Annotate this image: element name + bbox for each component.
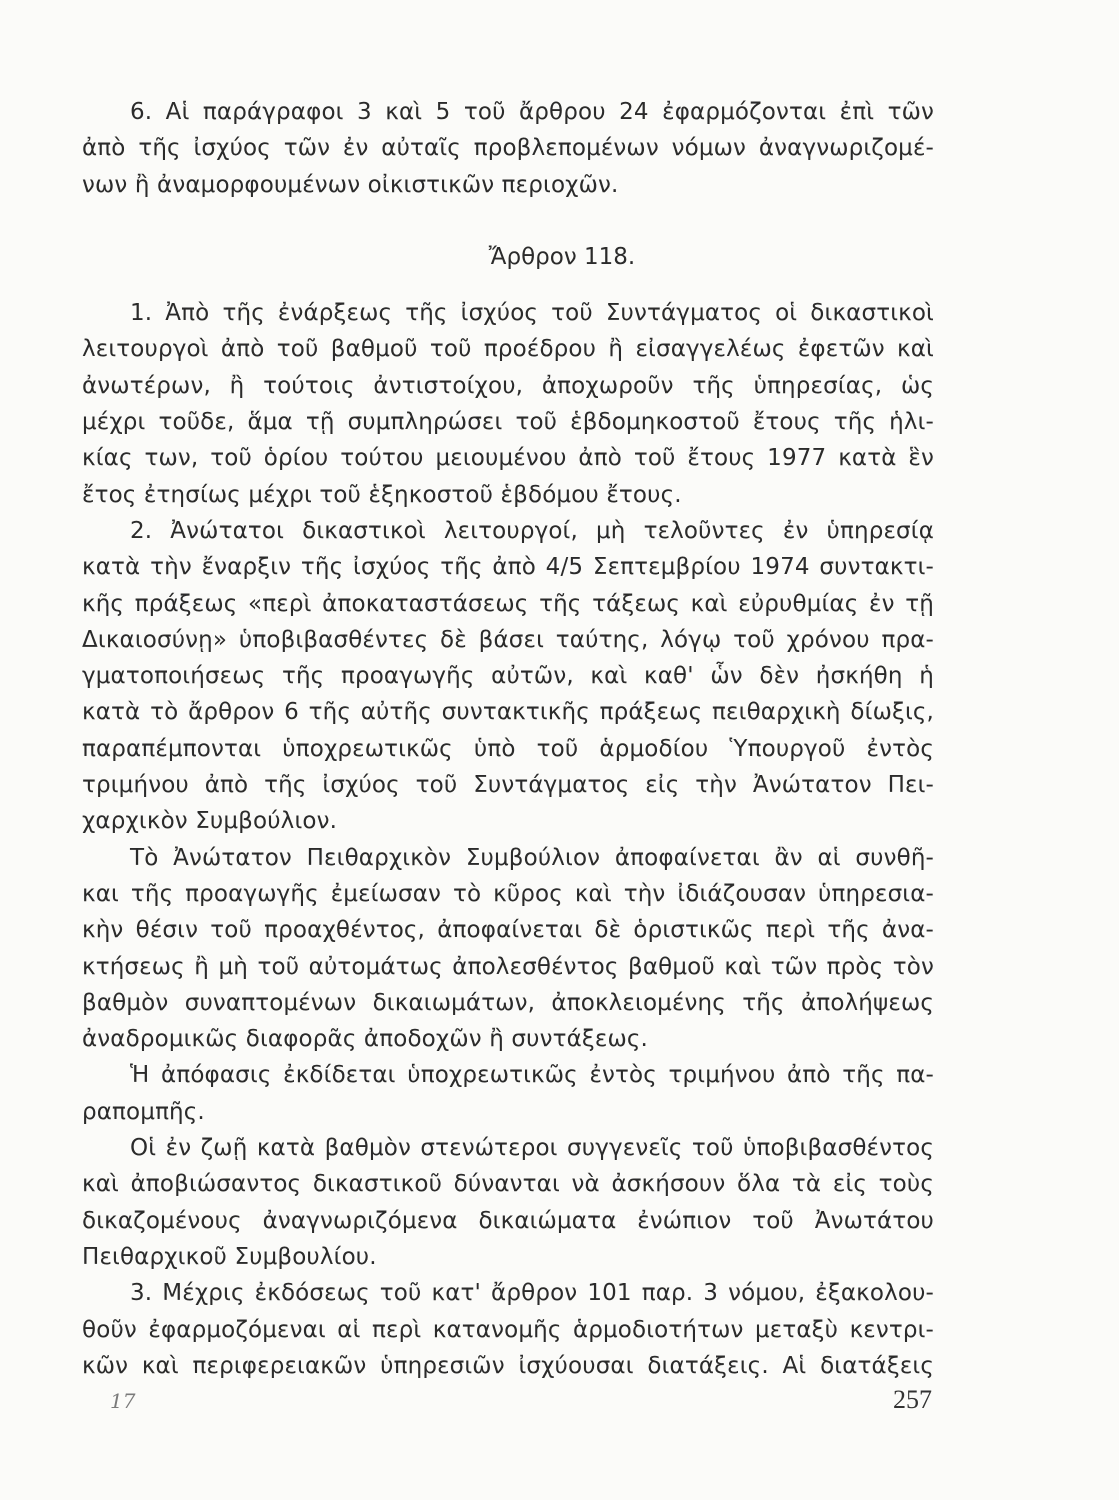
text-line: ἔτος ἐτησίως μέχρι τοῦ ἑξηκοστοῦ ἑβδόμου ἔτους. bbox=[82, 481, 682, 508]
text-line: κατὰ τὴν ἔναρξιν τῆς ἰσχύος τῆς ἀπὸ 4/5 Σεπτεμβρίου 1974 συντακτι- bbox=[82, 554, 934, 581]
text-line: νων ἢ ἀναμορφουμένων οἰκιστικῶν περιοχῶν. bbox=[82, 171, 619, 198]
text-line: Τὸ Ἀνώτατον Πειθαρχικὸν Συμβούλιον ἀποφαίνεται ἂν αἱ συνθῆ- bbox=[130, 844, 934, 871]
paragraph-6 bbox=[82, 94, 934, 203]
text-line: ραπομπῆς. bbox=[82, 1098, 205, 1125]
text-line: μέχρι τοῦδε, ἅμα τῇ συμπληρώσει τοῦ ἑβδομηκοστοῦ ἔτους τῆς ἡλι- bbox=[82, 409, 934, 436]
text-line: ἀναδρομικῶς διαφορᾶς ἀποδοχῶν ἢ συντάξεως. bbox=[82, 1026, 648, 1053]
text-line: χαρχικὸν Συμβούλιον. bbox=[82, 808, 338, 835]
paragraph-1 bbox=[82, 295, 934, 513]
text-line: κῶν καὶ περιφερειακῶν ὑπηρεσιῶν ἰσχύουσαι διατάξεις. Αἱ διατάξεις bbox=[82, 1352, 934, 1379]
paragraph-2-relatives bbox=[82, 1130, 934, 1275]
page-number: 257 bbox=[893, 1385, 932, 1414]
text-line: Πειθαρχικοῦ Συμβουλίου. bbox=[82, 1243, 377, 1270]
text-line: Ἡ ἀπόφασις ἐκδίδεται ὑποχρεωτικῶς ἐντὸς τριμήνου ἀπὸ τῆς πα- bbox=[130, 1062, 934, 1089]
text-line: καὶ ἀποβιώσαντος δικαστικοῦ δύνανται νὰ ἀσκήσουν ὅλα τὰ εἰς τοὺς bbox=[82, 1171, 934, 1198]
text-line: κὴν θέσιν τοῦ προαχθέντος, ἀποφαίνεται δὲ ὁριστικῶς περὶ τῆς ἀνα- bbox=[82, 917, 934, 944]
text-line: κῆς πράξεως «περὶ ἀποκαταστάσεως τῆς τάξεως καὶ εὐρυθμίας ἐν τῇ bbox=[82, 590, 934, 617]
article-heading: Ἄρθρον 118. bbox=[488, 243, 636, 270]
text-line: 6. Αἱ παράγραφοι 3 καὶ 5 τοῦ ἄρθρου 24 ἐφαρμόζονται ἐπὶ τῶν bbox=[130, 99, 934, 125]
text-line: 3. Μέχρις ἐκδόσεως τοῦ κατ' ἄρθρον 101 παρ. 3 νόμου, ἐξακολου- bbox=[130, 1280, 934, 1307]
text-line: Δικαιοσύνῃ» ὑποβιβασθέντες δὲ βάσει ταύτης, λόγῳ τοῦ χρόνου πρα- bbox=[82, 626, 934, 653]
text-line: ἀπὸ τῆς ἰσχύος τῶν ἐν αὐταῖς προβλεπομένων νόμων ἀναγνωριζομέ- bbox=[82, 135, 934, 162]
text-line: γματοποιήσεως τῆς προαγωγῆς αὐτῶν, καὶ καθ' ὧν δὲν ἠσκήθη ἡ bbox=[82, 663, 934, 690]
text-line: τριμήνου ἀπὸ τῆς ἰσχύος τοῦ Συντάγματος εἰς τὴν Ἀνώτατον Πει- bbox=[82, 772, 934, 799]
page-body bbox=[82, 94, 934, 1384]
text-line: κίας των, τοῦ ὁρίου τούτου μειουμένου ἀπὸ τοῦ ἔτους 1977 κατὰ ἓν bbox=[82, 445, 934, 472]
text-line: δικαζομένους ἀναγνωριζόμενα δικαιώματα ἐνώπιον τοῦ Ἀνωτάτου bbox=[82, 1207, 934, 1234]
signature-mark: 17 bbox=[110, 1389, 136, 1413]
paragraph-2-decision bbox=[82, 1057, 934, 1130]
text-line: 1. Ἀπὸ τῆς ἐνάρξεως τῆς ἰσχύος τοῦ Συντάγματος οἱ δικαστικοὶ bbox=[130, 300, 934, 327]
text-line: θοῦν ἐφαρμοζόμεναι αἱ περὶ κατανομῆς ἁρμοδιοτήτων μεταξὺ κεντρι- bbox=[82, 1316, 934, 1343]
text-line: και τῆς προαγωγῆς ἐμείωσαν τὸ κῦρος καὶ τὴν ἰδιάζουσαν ὑπηρεσια- bbox=[82, 880, 934, 907]
text-line: 2. Ἀνώτατοι δικαστικοὶ λειτουργοί, μὴ τελοῦντες ἐν ὑπηρεσίᾳ bbox=[130, 517, 934, 544]
text-line: παραπέμπονται ὑποχρεωτικῶς ὑπὸ τοῦ ἁρμοδίου Ὑπουργοῦ ἐντὸς bbox=[82, 735, 934, 762]
text-line: Οἱ ἐν ζωῇ κατὰ βαθμὸν στενώτεροι συγγενεῖς τοῦ ὑποβιβασθέντος bbox=[130, 1135, 934, 1162]
paragraph-2-continued bbox=[82, 840, 934, 1058]
paragraph-2 bbox=[82, 513, 934, 840]
page-footer bbox=[110, 1385, 932, 1415]
text-line: κατὰ τὸ ἄρθρον 6 τῆς αὐτῆς συντακτικῆς πράξεως πειθαρχικὴ δίωξις, bbox=[82, 699, 934, 726]
text-line: βαθμὸν συναπτομένων δικαιωμάτων, ἀποκλειομένης τῆς ἀπολήψεως bbox=[82, 989, 934, 1016]
paragraph-3 bbox=[82, 1275, 934, 1384]
text-line: λειτουργοὶ ἀπὸ τοῦ βαθμοῦ τοῦ προέδρου ἢ εἰσαγγελέως ἐφετῶν καὶ bbox=[82, 336, 934, 363]
text-line: κτήσεως ἢ μὴ τοῦ αὐτομάτως ἀπολεσθέντος βαθμοῦ καὶ τῶν πρὸς τὸν bbox=[82, 953, 934, 980]
text-line: ἀνωτέρων, ἢ τούτοις ἀντιστοίχου, ἀποχωροῦν τῆς ὑπηρεσίας, ὡς bbox=[82, 372, 934, 399]
